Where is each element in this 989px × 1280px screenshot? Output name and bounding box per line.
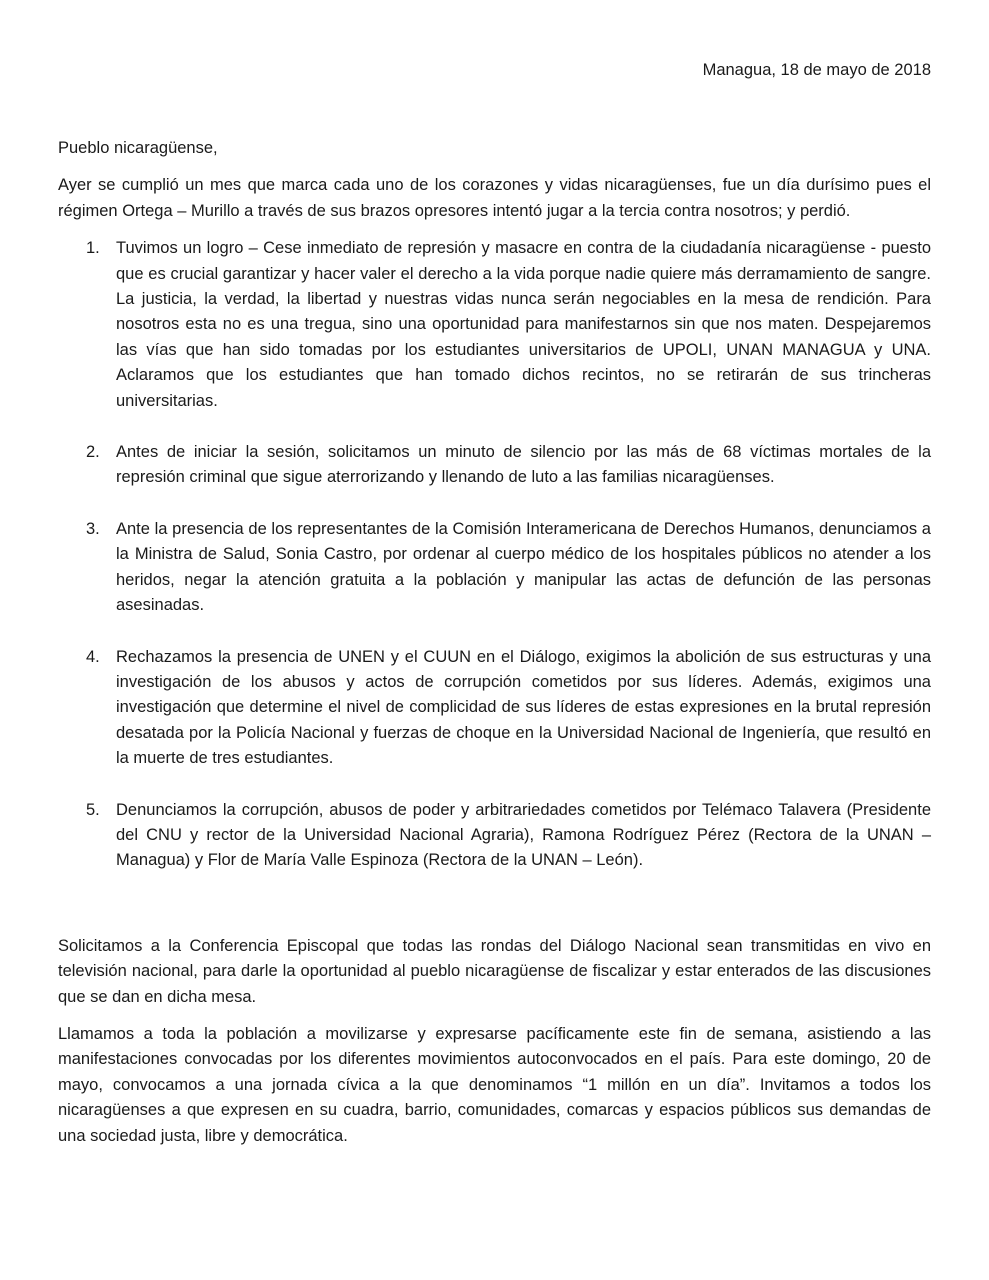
list-item-number: 3.: [86, 519, 100, 538]
demands-list: [58, 236, 931, 874]
salutation: Pueblo nicaragüense,: [58, 139, 218, 157]
list-item: [58, 440, 931, 491]
section-spacer: [58, 900, 931, 934]
date-line: Managua, 18 de mayo de 2018: [702, 61, 931, 79]
list-item-text: Tuvimos un logro – Cese inmediato de represión y masacre en contra de la ciudadanía nicaragüense - puesto que es crucial garantizar y hacer valer el derecho a la vida porque nadie quiere más derramamiento de sangre. La justicia, la verdad, la libertad y nuestras vidas nunca serán negociables en la mesa de rendición. Para nosotros esta no es una tregua, sino una oportunidad para manifestarnos sin que nos maten. Despejaremos las vías que han sido tomadas por los estudiantes universitarios de UPOLI, UNAN MANAGUA y UNA. Aclaramos que los estudiantes que han tomado dichos recintos, no se retirarán de sus trincheras universitarias.: [116, 239, 931, 410]
closing-paragraph: Llamamos a toda la población a movilizarse y expresarse pacíficamente este fin de semana, asistiendo a las manifestaciones convocadas por los diferentes movimientos autoconvocados en el país. Para este domingo, 20 de mayo, convocamos a una jornada cívica a la que denominamos “1 millón en un día”. Invitamos a todos los nicaragüenses a que expresen en su cuadra, barrio, comunidades, comarcas y espacios públicos sus demandas de una sociedad justa, libre y democrática.: [58, 1024, 931, 1145]
list-item: [58, 236, 931, 414]
list-item-text: Ante la presencia de los representantes de la Comisión Interamericana de Derechos Humanos, denunciamos a la Ministra de Salud, Sonia Castro, por ordenar al cuerpo médico de los hospitales públicos no atender a los heridos, negar la atención gratuita a la población y manipular las actas de defunción de las personas asesinadas.: [116, 519, 931, 615]
list-item-number: 1.: [86, 239, 100, 258]
list-item: [58, 645, 931, 772]
list-item-text: Denunciamos la corrupción, abusos de poder y arbitrariedades cometidos por Telémaco Talavera (Presidente del CNU y rector de la Universidad Nacional Agraria), Ramona Rodríguez Pérez (Rectora de la UNAN – Managua) y Flor de María Valle Espinoza (Rectora de la UNAN – León).: [116, 800, 931, 870]
letter-body: [58, 136, 931, 1161]
list-item-number: 4.: [86, 647, 100, 666]
list-item-text: Antes de iniciar la sesión, solicitamos un minuto de silencio por las más de 68 víctimas mortales de la represión criminal que sigue aterrorizando y llenando de luto a las familias nicaragüenses.: [116, 443, 931, 487]
list-item-number: 2.: [86, 443, 100, 462]
list-item: [58, 798, 931, 874]
closing-paragraph: Solicitamos a la Conferencia Episcopal que todas las rondas del Diálogo Nacional sean transmitidas en vivo en televisión nacional, para darle la oportunidad al pueblo nicaragüense de fiscalizar y estar enterados de las discusiones que se dan en dicha mesa.: [58, 936, 931, 1006]
list-item-text: Rechazamos la presencia de UNEN y el CUUN en el Diálogo, exigimos la abolición de sus estructuras y una investigación de los abusos y actos de corrupción cometidos por sus líderes. Además, exigimos una investigación que determine el nivel de complicidad de sus líderes de estas expresiones en la brutal represión desatada por la Policía Nacional y fuerzas de choque en la Universidad Nacional de Ingeniería, que resultó en la muerte de tres estudiantes.: [116, 647, 931, 768]
intro-paragraph: Ayer se cumplió un mes que marca cada uno de los corazones y vidas nicaragüenses, fue un día durísimo pues el régimen Ortega – Murillo a través de sus brazos opresores intentó jugar a la tercia contra nosotros; y perdió.: [58, 176, 931, 220]
list-item: [58, 517, 931, 619]
list-item-number: 5.: [86, 800, 100, 819]
